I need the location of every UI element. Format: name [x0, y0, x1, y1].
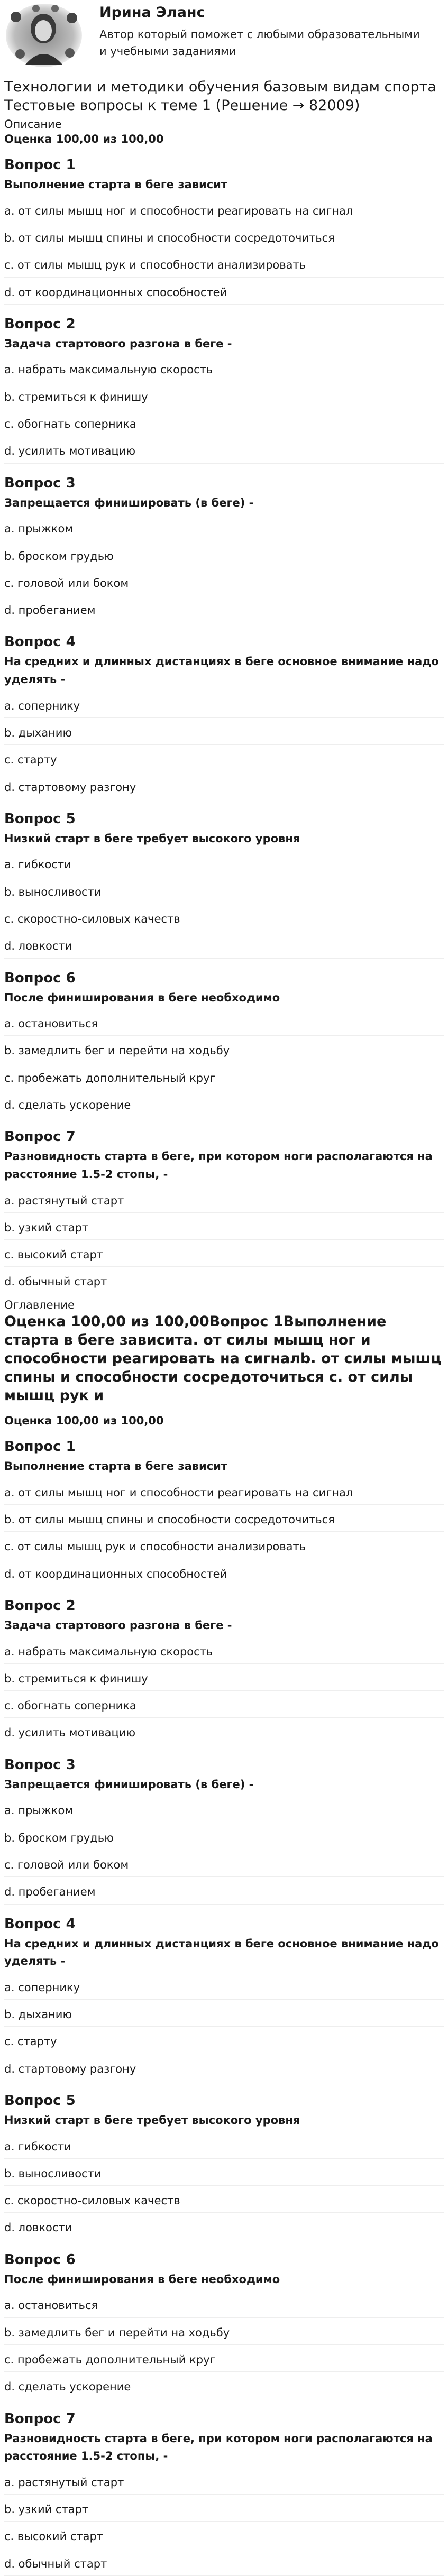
question-text: Низкий старт в беге требует высокого уровня: [4, 2113, 300, 2127]
answer-option: b. замедлить бег и перейти на ходьбу: [4, 2322, 444, 2345]
answer-option: c. обогнать соперника: [4, 1695, 444, 1718]
document-title-line-1: Технологии и методики обучения базовым видам спорта: [4, 79, 436, 95]
question-title: Вопрос 6: [4, 970, 76, 986]
answer-option: c. от силы мышц рук и способности анализировать: [4, 1536, 444, 1559]
answer-option: b. стремиться к финишу: [4, 387, 444, 409]
question-text: Выполнение старта в беге зависит: [4, 178, 228, 191]
answer-option: a. гибкости: [4, 854, 444, 877]
question-block: [4, 970, 444, 1118]
answer-option: b. выносливости: [4, 881, 444, 904]
author-info: [84, 0, 427, 60]
answer-option: a. растянутый старт: [4, 2472, 444, 2495]
answer-option: c. головой или боком: [4, 1854, 444, 1877]
answer-option: a. прыжком: [4, 518, 444, 541]
avatar-image-icon: [4, 1, 84, 70]
answer-option: d. от координационных способностей: [4, 1563, 444, 1586]
answer-option: a. гибкости: [4, 2136, 444, 2159]
score-text: Оценка 100,00 из 100,00: [4, 133, 164, 146]
question-block: [4, 157, 444, 305]
answer-option: a. прыжком: [4, 1800, 444, 1823]
answer-option: d. усилить мотивацию: [4, 1722, 444, 1745]
answer-option: a. от силы мышц ног и способности реагировать на сигнал: [4, 200, 444, 223]
answer-option: a. набрать максимальную скорость: [4, 359, 444, 382]
answer-option: d. пробеганием: [4, 600, 444, 622]
answer-option: c. высокий старт: [4, 2526, 444, 2549]
answer-option: a. набрать максимальную скорость: [4, 1641, 444, 1664]
answer-option: c. пробежать дополнительный круг: [4, 2349, 444, 2372]
question-text: На средних и длинных дистанциях в беге основное внимание надо уделять -: [4, 1937, 439, 1968]
toc-heading: Оценка 100,00 из 100,00Вопрос 1Выполнение старта в беге зависита. от силы мышц ног и способности реагировать на сигналb. от силы мышц спины и способности сосредоточиться с. от силы мышц рук и: [4, 1313, 442, 1404]
question-text: Разновидность старта в беге, при котором ноги располагаются на расстояние 1.5-2 стопы, -: [4, 2432, 433, 2463]
answer-option: c. высокий старт: [4, 1244, 444, 1267]
answer-option: d. стартовому разгону: [4, 777, 444, 799]
question-text: После финиширования в беге необходимо: [4, 2273, 280, 2286]
author-header: [4, 0, 444, 74]
author-description: Автор который поможет с любыми образовательными и учебными заданиями: [99, 28, 420, 58]
question-text: Выполнение старта в беге зависит: [4, 1460, 228, 1473]
answer-option: c. обогнать соперника: [4, 413, 444, 436]
question-title: Вопрос 4: [4, 634, 76, 650]
question-block: [4, 2252, 444, 2399]
question-text: Разновидность старта в беге, при котором ноги располагаются на расстояние 1.5-2 стопы, -: [4, 1150, 433, 1181]
score-text-toc: Оценка 100,00 из 100,00: [4, 1414, 164, 1428]
answer-option: a. сопернику: [4, 695, 444, 718]
answer-option: d. от координационных способностей: [4, 282, 444, 305]
answer-option: b. от силы мышц спины и способности сосредоточиться: [4, 1509, 444, 1532]
answer-option: a. остановиться: [4, 1013, 444, 1036]
question-title: Вопрос 6: [4, 2251, 76, 2268]
question-text: Запрещается финишировать (в беге) -: [4, 1778, 254, 1791]
question-title: Вопрос 3: [4, 475, 76, 491]
question-text: Запрещается финишировать (в беге) -: [4, 496, 254, 509]
question-block: [4, 2093, 444, 2240]
answer-option: a. растянутый старт: [4, 1190, 444, 1213]
question-title: Вопрос 5: [4, 811, 76, 827]
question-block: [4, 1757, 444, 1905]
answer-option: b. броском грудью: [4, 1827, 444, 1850]
answer-option: a. сопернику: [4, 1977, 444, 2000]
answer-option: c. от силы мышц рук и способности анализировать: [4, 254, 444, 277]
answer-option: d. сделать ускорение: [4, 2376, 444, 2399]
question-title: Вопрос 2: [4, 316, 76, 332]
question-title: Вопрос 7: [4, 2411, 76, 2427]
answer-option: a. остановиться: [4, 2295, 444, 2317]
description-label: Описание: [4, 118, 62, 131]
answer-option: b. дыханию: [4, 722, 444, 745]
question-title: Вопрос 2: [4, 1598, 76, 1614]
answer-option: d. ловкости: [4, 2217, 444, 2240]
answer-option: c. скоростно-силовых качеств: [4, 908, 444, 931]
answer-option: c. головой или боком: [4, 573, 444, 595]
author-name[interactable]: Ирина Эланс: [99, 4, 205, 21]
answer-option: b. дыханию: [4, 2004, 444, 2027]
answer-option: d. пробеганием: [4, 1881, 444, 1904]
answer-option: b. стремиться к финишу: [4, 1668, 444, 1691]
question-title: Вопрос 5: [4, 2092, 76, 2109]
questions-section-toc: [4, 1439, 444, 2576]
question-title: Вопрос 1: [4, 157, 76, 173]
question-text: Задача стартового разгона в беге -: [4, 1619, 232, 1632]
document-title: [4, 78, 444, 115]
question-title: Вопрос 3: [4, 1756, 76, 1773]
question-title: Вопрос 1: [4, 1439, 76, 1455]
answer-option: d. ловкости: [4, 935, 444, 958]
answer-option: b. узкий старт: [4, 2499, 444, 2522]
question-block: [4, 634, 444, 799]
question-title: Вопрос 4: [4, 1916, 76, 1932]
answer-option: b. узкий старт: [4, 1217, 444, 1240]
answer-option: b. выносливости: [4, 2163, 444, 2186]
question-block: [4, 2411, 444, 2576]
question-text: Низкий старт в беге требует высокого уровня: [4, 832, 300, 845]
question-block: [4, 475, 444, 623]
answer-option: d. усилить мотивацию: [4, 440, 444, 463]
document-title-line-2: Тестовые вопросы к теме 1 (Решение → 82009): [4, 97, 360, 114]
question-block: [4, 1439, 444, 1586]
question-text: На средних и длинных дистанциях в беге основное внимание надо уделять -: [4, 655, 439, 686]
answer-option: c. старту: [4, 749, 444, 772]
question-block: [4, 811, 444, 959]
author-avatar[interactable]: [4, 1, 84, 70]
questions-section-description: [4, 157, 444, 1294]
answer-option: b. броском грудью: [4, 546, 444, 568]
answer-option: d. стартовому разгону: [4, 2058, 444, 2081]
question-block: [4, 1598, 444, 1745]
answer-option: d. обычный старт: [4, 2553, 444, 2576]
answer-option: c. скоростно-силовых качеств: [4, 2190, 444, 2213]
question-title: Вопрос 7: [4, 1129, 76, 1145]
answer-option: b. от силы мышц спины и способности сосредоточиться: [4, 227, 444, 250]
answer-option: d. обычный старт: [4, 1271, 444, 1294]
answer-option: c. пробежать дополнительный круг: [4, 1068, 444, 1090]
question-block: [4, 316, 444, 464]
answer-option: b. замедлить бег и перейти на ходьбу: [4, 1040, 444, 1063]
question-text: После финиширования в беге необходимо: [4, 991, 280, 1004]
answer-option: d. сделать ускорение: [4, 1094, 444, 1117]
answer-option: c. старту: [4, 2031, 444, 2054]
question-text: Задача стартового разгона в беге -: [4, 337, 232, 350]
answer-option: a. от силы мышц ног и способности реагировать на сигнал: [4, 1482, 444, 1505]
toc-label: Оглавление: [4, 1298, 75, 1311]
question-block: [4, 1129, 444, 1294]
question-block: [4, 1916, 444, 2081]
